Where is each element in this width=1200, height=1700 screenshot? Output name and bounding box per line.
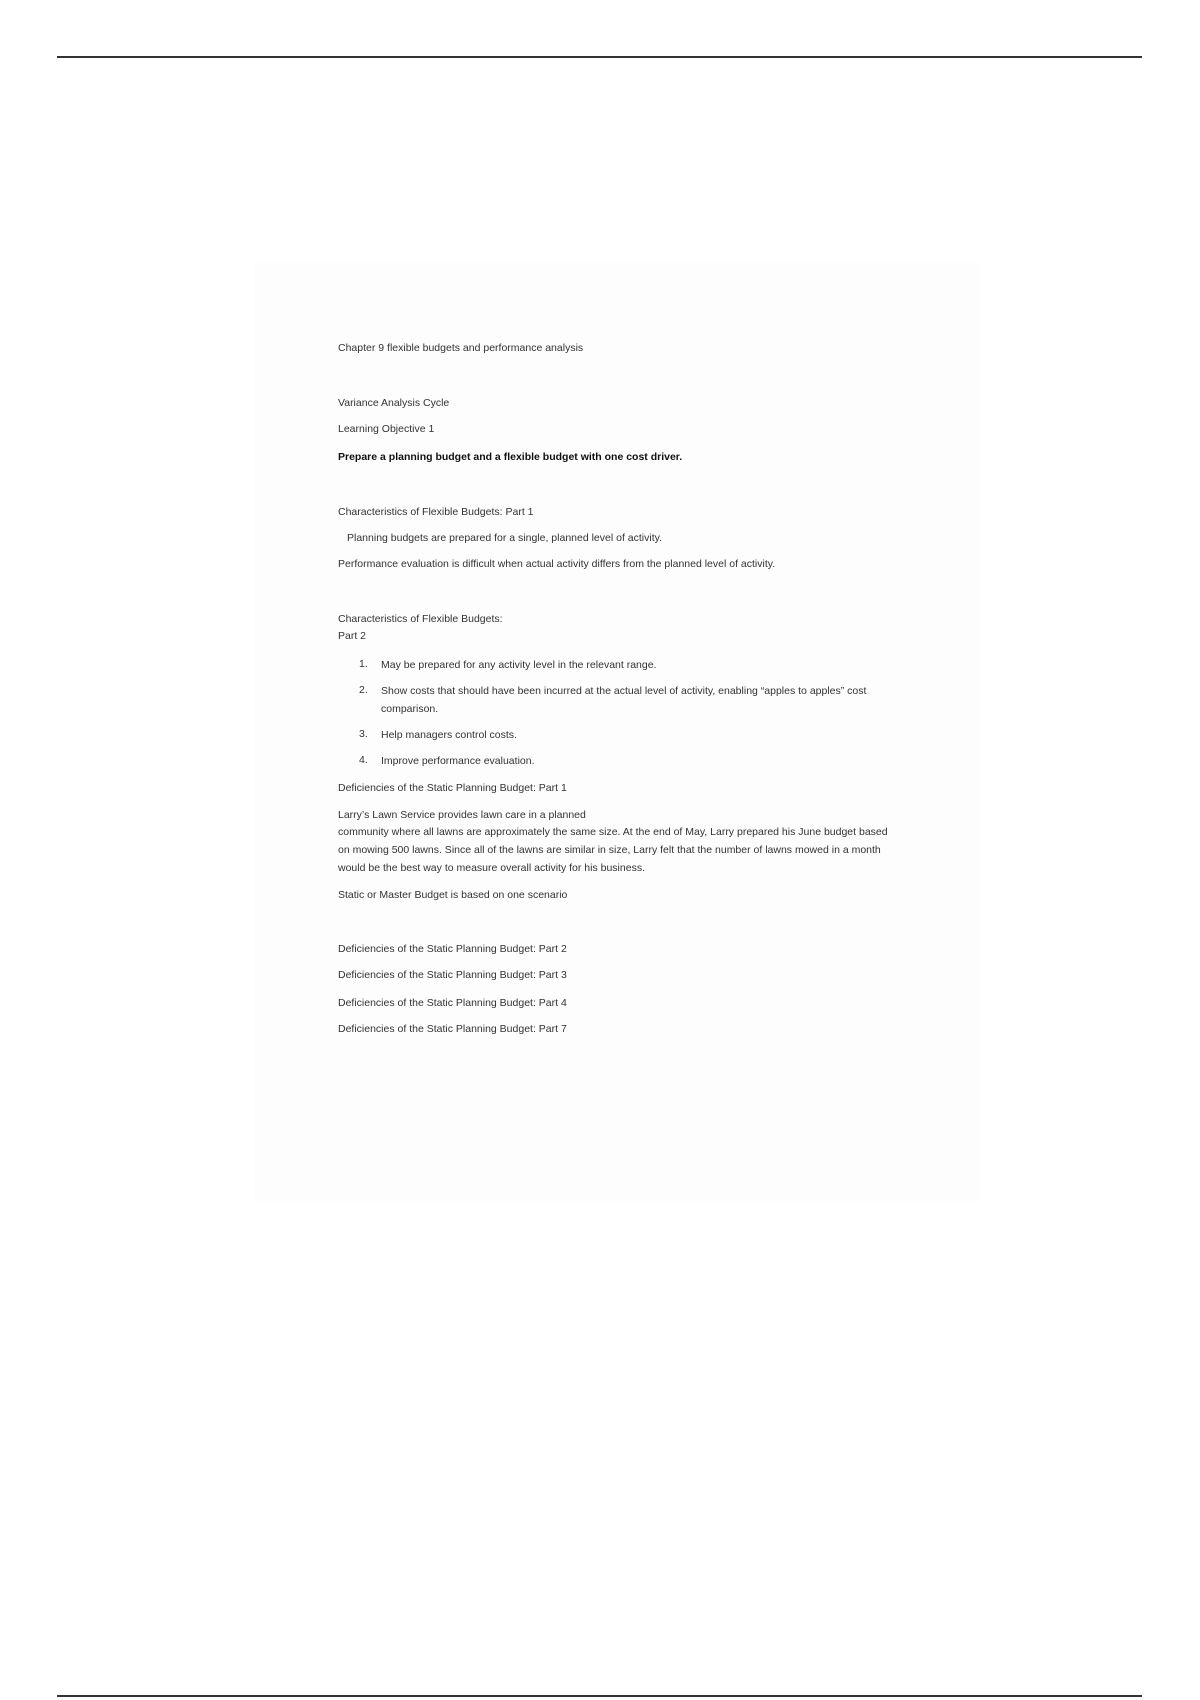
list-item-number: 1. <box>359 658 368 670</box>
deficiencies-part3-heading: Deficiencies of the Static Planning Budget: Part 3 <box>338 969 567 981</box>
list-item-text: May be prepared for any activity level in the relevant range. <box>381 659 657 671</box>
deficiencies-part1-heading: Deficiencies of the Static Planning Budget: Part 1 <box>338 782 567 794</box>
larry-paragraph: community where all lawns are approximately the same size. At the end of May, Larry prepared his June budget based on mowing 500 lawns. Since all of the lawns are similar in size, Larry felt that the number of lawns mowed in a month would be the best way to measure overall activity for his business. <box>338 826 888 874</box>
list-item-text: Help managers control costs. <box>381 729 517 741</box>
chapter-title: Chapter 9 flexible budgets and performance analysis <box>338 342 584 354</box>
list-item-number: 3. <box>359 728 368 740</box>
deficiencies-part7-heading: Deficiencies of the Static Planning Budget: Part 7 <box>338 1023 567 1035</box>
larry-intro-line: Larry’s Lawn Service provides lawn care in a planned <box>338 809 586 821</box>
top-divider <box>57 56 1142 58</box>
list-item-number: 4. <box>359 754 368 766</box>
list-item-text: Show costs that should have been incurred at the actual level of activity, enabling “apples to apples” cost comparison. <box>381 685 867 715</box>
list-item-text: Improve performance evaluation. <box>381 755 535 767</box>
characteristics-part1-line2: Performance evaluation is difficult when actual activity differs from the planned level of activity. <box>338 558 776 570</box>
characteristics-part2-subheading: Part 2 <box>338 630 367 642</box>
section-variance-heading: Variance Analysis Cycle <box>338 397 450 409</box>
characteristics-part2-heading: Characteristics of Flexible Budgets: <box>338 613 503 625</box>
bottom-divider <box>57 1695 1142 1697</box>
characteristics-part1-line1: Planning budgets are prepared for a single, planned level of activity. <box>347 532 663 544</box>
deficiencies-part2-heading: Deficiencies of the Static Planning Budget: Part 2 <box>338 943 567 955</box>
characteristics-part1-heading: Characteristics of Flexible Budgets: Part 1 <box>338 506 534 518</box>
list-item-number: 2. <box>359 684 368 696</box>
deficiencies-part4-heading: Deficiencies of the Static Planning Budget: Part 4 <box>338 997 567 1009</box>
learning-objective-label: Learning Objective 1 <box>338 423 435 435</box>
static-master-budget-line: Static or Master Budget is based on one scenario <box>338 889 568 901</box>
objective-statement: Prepare a planning budget and a flexible budget with one cost driver. <box>338 451 683 463</box>
